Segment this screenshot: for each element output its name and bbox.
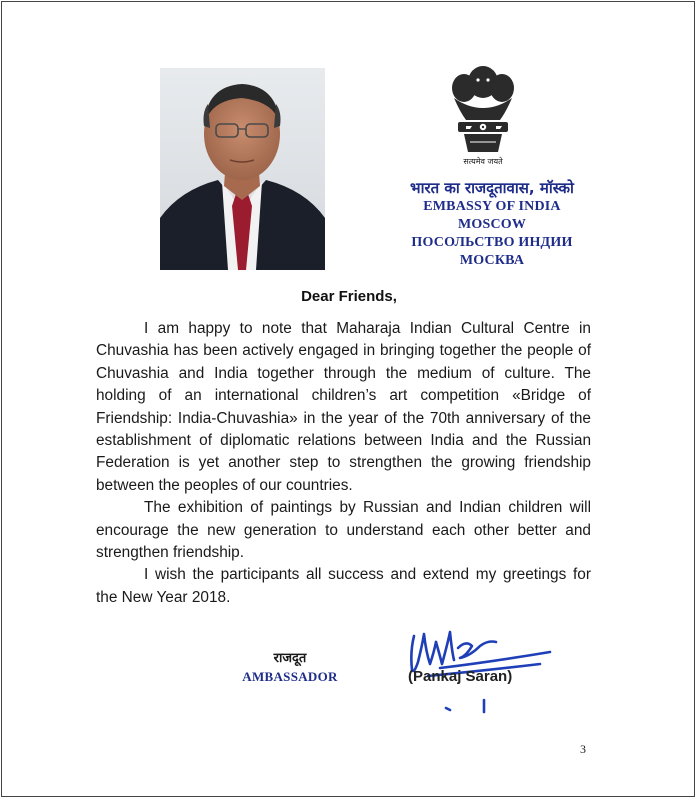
embassy-city-russian: МОСКВА [459, 253, 525, 268]
signatory-title-hindi: राजदूत [273, 651, 307, 666]
letter-paragraph: I wish the participants all success and extend my greetings for the New Year 2018. [96, 566, 591, 606]
handwritten-signature [400, 612, 570, 722]
national-emblem-icon [440, 62, 526, 170]
embassy-city-english: MOSCOW [457, 217, 527, 232]
letter-greeting: Dear Friends, [301, 288, 397, 305]
letter-body [96, 318, 591, 609]
emblem-motto: सत्यमेव जयते [463, 157, 503, 166]
signatory-title [230, 650, 350, 686]
embassy-heading [372, 178, 612, 270]
embassy-name-hindi: भारत का राजदूतावास, मॉस्को [410, 179, 574, 197]
letter-paragraph: I am happy to note that Maharaja Indian Cultural Centre in Chuvashia has been actively engaged in bringing together the people of Chuvashia and India together through the medium of culture. The holding of an international children’s art competition «Bridge of Friendship: India-Chuvashia» in the year of the 70th anniversary of the establishment of diplomatic relations between India and the Russian Federation is yet another step to strengthen the growing friendship between the peoples of our countries. [96, 320, 591, 494]
letter-paragraph: The exhibition of paintings by Russian and Indian children will encourage the new generation to understand each other better and strengthen friendship. [96, 499, 591, 562]
signatory-title-english: AMBASSADOR [242, 669, 338, 684]
ambassador-portrait [160, 68, 325, 270]
signatory-name: (Pankaj Saran) [408, 668, 513, 685]
embassy-name-russian: ПОСОЛЬСТВО ИНДИИ [411, 235, 573, 250]
embassy-name-english: EMBASSY OF INDIA [423, 199, 561, 214]
page-number: 3 [580, 742, 586, 756]
